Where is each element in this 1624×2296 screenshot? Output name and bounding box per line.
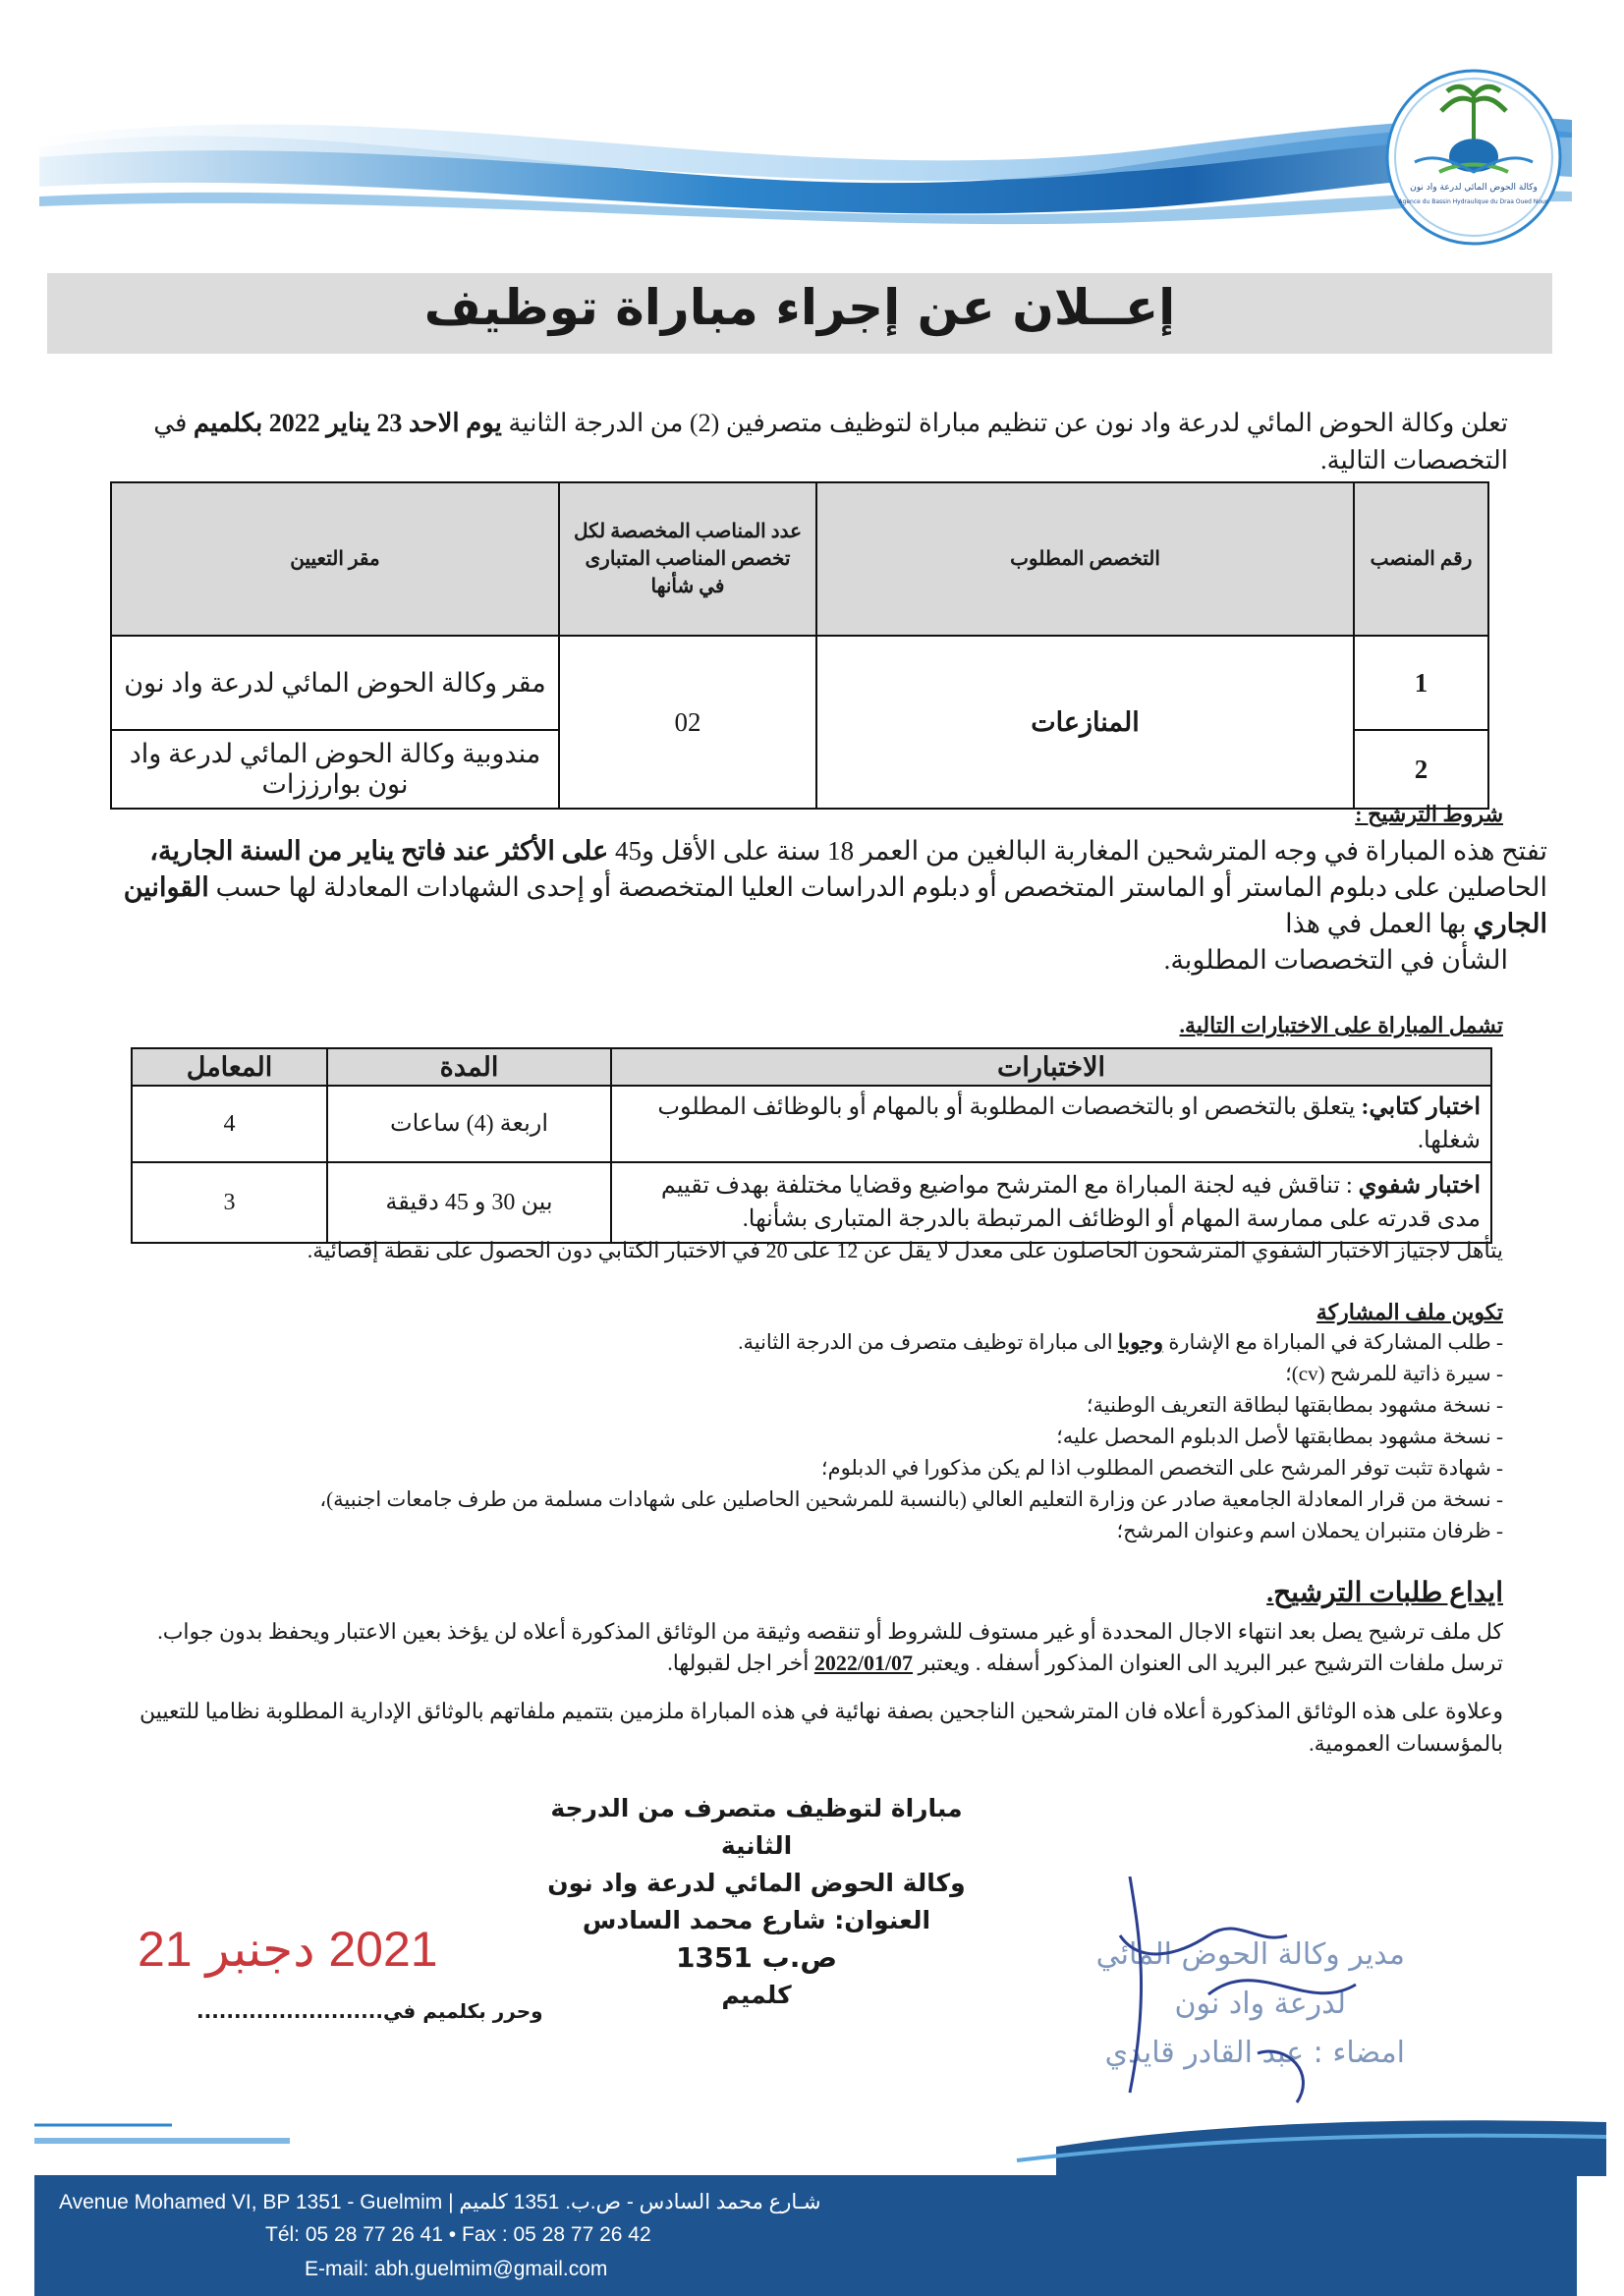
address-line: ص.ب 1351 [675,1941,838,1974]
header-specialty: التخصص المطلوب [816,482,1354,636]
title-band [47,273,1552,354]
header-wave [39,79,1572,246]
deposit-heading: ايداع طلبات الترشيح. [1266,1578,1503,1608]
intro-paragraph [59,405,1508,479]
intro-part3: في التخصصات التالية. [153,409,1508,475]
conditions-text4: الشأن في التخصصات المطلوبة. [1163,945,1508,975]
location-cell: مقر وكالة الحوض المائي لدرعة واد نون [111,636,559,730]
tests-table [131,1047,1492,1244]
table-row [111,636,1488,730]
logo-text-fr: Agence du Bassin Hydraulique du Draa Oued Noun [1398,198,1549,205]
position-number: 1 [1354,636,1488,730]
list-item: - طلب المشاركة في المباراة مع الإشارة وجوبا الى مباراة توظيف متصرف من الدرجة الثانية. [738,1330,1503,1354]
list-item: - نسخة مشهود بمطابقتها لبطاقة التعريف الوطنية؛ [1086,1393,1503,1417]
position-number: 2 [1354,730,1488,809]
address-block [511,1790,1002,2014]
conditions-text3: بها العمل في هذا [1285,909,1474,938]
table-row [132,1086,1491,1162]
logo-text-ar: وكالة الحوض المائي لدرعة واد نون [1410,183,1538,193]
footer-address: Avenue Mohamed VI, BP 1351 - Guelmim | شـارع محمد السادس - ص.ب. 1351 كلميم [59,2191,821,2213]
header-duration: المدة [327,1048,611,1086]
location-cell: مندوبية وكالة الحوض المائي لدرعة واد نون بوارززات [111,730,559,809]
handwritten-signature [1061,1876,1474,2112]
conditions-text2: الحاصلين على دبلوم الماستر أو الماستر المتخصص أو دبلوم الدراسات العليا المتخصصة أو إحدى الشهادات المعادلة لها حسب [208,872,1547,902]
application-file-list [147,1326,1503,1546]
tests-heading: تشمل المباراة على الاختبارات التالية. [1179,1013,1503,1037]
exam-duration: اربعة (4) ساعات [327,1086,611,1162]
signature-line: مدير وكالة الحوض المائي [1095,1937,1405,1972]
conditions-text1-bold: على الأكثر عند فاتح يناير من السنة الجارية، [149,836,609,866]
specialty-cell: المنازعات [816,636,1354,809]
address-line: مباراة لتوظيف متصرف من الدرجة الثانية [550,1794,963,1860]
exam-coefficient: 4 [132,1086,327,1162]
intro-date: يوم الاحد 23 يناير 2022 بكلميم [193,409,502,437]
footer-email: E-mail: abh.guelmim@gmail.com [305,2258,608,2280]
positions-table-header [111,482,1488,636]
header-count: عدد المناصب المخصصة لكل تخصص المناصب المتبارى في شأنها [559,482,816,636]
deposit-paragraph [59,1616,1503,1679]
tests-table-header [132,1048,1491,1086]
address-line: العنوان: شارع محمد السادس [582,1906,931,1934]
table-row [132,1162,1491,1243]
exam-desc: يتعلق بالتخصص او بالتخصصات المطلوبة أو بالمهام أو بالوظائف المطلوب شغلها. [657,1094,1481,1153]
conditions-text2-bold: القوانين الجاري [123,872,1547,938]
list-item: - سيرة ذاتية للمرشح (cv)؛ [1285,1362,1503,1385]
written-at: وحرر بكلميم في......................... [196,1999,543,2023]
header-location: مقر التعيين [111,482,559,636]
intro-part1: تعلن وكالة الحوض المائي لدرعة واد نون عن تنظيم مباراة لتوظيف متصرفين (2) من الدرجة الثانية [501,409,1508,437]
list-item: - نسخة من قرار المعادلة الجامعية صادر عن وزارة التعليم العالي (بالنسبة للمرشحين الحاصلين على شهادات مسلمة من طرف جامعات اجنبية)، [319,1487,1503,1511]
exam-duration: بين 30 و 45 دقيقة [327,1162,611,1243]
tests-note: يتأهل لاجتياز الاختبار الشفوي المترشحون الحاصلون على معدل لا يقل عن 12 على 20 في الاختبار الكتابي دون الحصول على نقطة إقصائية. [307,1238,1503,1262]
deposit-line2: ترسل ملفات الترشيح عبر البريد الى العنوان المذكور أسفله . ويعتبر 2022/01/07 أخر اجل لقبولها. [667,1651,1503,1675]
conditions-heading: شروط الترشيح : [1355,802,1503,826]
deposit-line1: كل ملف ترشيح يصل بعد انتهاء الاجال المحددة أو غير مستوف للشروط أو تنقصه وثيقة من الوثائق المذكورة أعلاه لن يؤخذ بعين الاعتبار ويحفظ بدون جواب. [157,1619,1503,1644]
exam-label: اختبار شفوي [1358,1173,1481,1199]
list-item: - شهادة تثبت توفر المرشح على التخصص المطلوب اذا لم يكن مذكورا في الدبلوم؛ [820,1456,1503,1480]
footer-phone: Tél: 05 28 77 26 41 • Fax : 05 28 77 26 42 [265,2223,651,2246]
header-coefficient: المعامل [132,1048,327,1086]
signature-line: لدرعة واد نون [1174,1987,1346,2021]
exam-oral [611,1162,1491,1243]
conditions-text1: تفتح هذه المباراة في وجه المترشحين المغاربة البالغين من العمر 18 سنة على الأقل و45 [608,836,1547,866]
list-item: - نسخة مشهود بمطابقتها لأصل الدبلوم المحصل عليه؛ [1056,1425,1503,1448]
count-cell: 02 [559,636,816,809]
header-position-number: رقم المنصب [1354,482,1488,636]
address-line: كلميم [721,1981,792,2009]
list-item: - ظرفان متنبران يحملان اسم وعنوان المرشح؛ [1116,1519,1503,1542]
header-exams: الاختبارات [611,1048,1491,1086]
footer-decoration [34,2117,1606,2176]
signature-line: امضاء : عبد القادر قايدي [1104,2036,1405,2070]
agency-logo [1380,64,1567,251]
final-paragraph: وعلاوة على هذه الوثائق المذكورة أعلاه فان المترشحين الناجحين بصفة نهائية في هذه المباراة ملزمين بتتميم ملفاتهم بالوثائق الإدارية المطلوبة نظاميا للتعيين بالمؤسسات العمومية. [139,1699,1503,1756]
exam-written [611,1086,1491,1162]
exam-label: اختبار كتابي: [1361,1094,1481,1120]
exam-desc: : تناقش فيه لجنة المباراة مع المترشح مواضيع وقضايا مختلفة بهدف تقييم مدى قدرته على ممارسة المهام أو الوظائف المرتبطة بالدرجة المتبارى بشأنها. [660,1173,1481,1232]
conditions-paragraph [44,833,1547,979]
deadline-date: 2022/01/07 [813,1651,914,1675]
application-file-heading: تكوين ملف المشاركة [1316,1300,1503,1324]
positions-table [110,481,1489,810]
page-title: إعــلان عن إجراء مباراة توظيف [423,279,1176,336]
address-line: وكالة الحوض المائي لدرعة واد نون [547,1869,966,1897]
date-stamp: 2021 دجنبر 21 [138,1922,438,1977]
exam-coefficient: 3 [132,1162,327,1243]
